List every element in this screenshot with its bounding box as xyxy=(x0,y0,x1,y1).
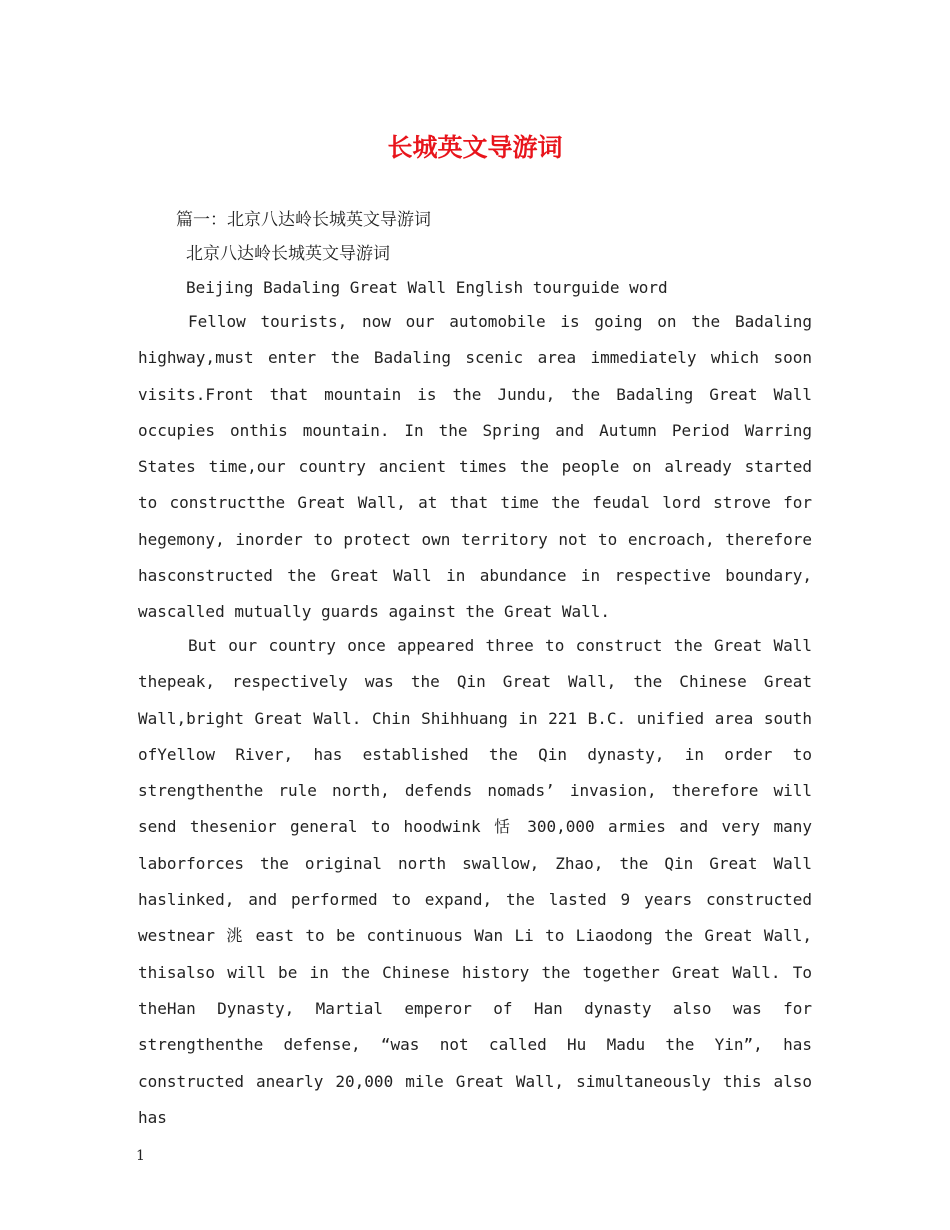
paragraph-2: But our country once appeared three to construct the Great Wall thepeak, respectively was the Qin Great Wall, the Chinese Great Wall,bright Great Wall. Chin Shihhuang in 221 B.C. unified area south ofYellow River, has established the Qin dynasty, in order to strengthenthe rule north, defends nomads’ invasion, therefore will send thesenior general to hoodwink 恬 300,000 armies and very many laborforces the original north swallow, Zhao, the Qin Great Wall haslinked, and performed to expand, the lasted 9 years constructed westnear 洮 east to be continuous Wan Li to Liaodong the Great Wall, thisalso will be in the Chinese history the together Great Wall. To theHan Dynasty, Martial emperor of Han dynasty also was for strengthenthe defense, “was not called Hu Madu the Yin”, has constructed anearly 20,000 mile Great Wall, simultaneously this also has xyxy=(138,636,812,1127)
section-heading: 篇一：北京八达岭长城英文导游词 xyxy=(176,210,431,230)
subtitle-chinese: 北京八达岭长城英文导游词 xyxy=(186,244,390,264)
paragraph-1: Fellow tourists, now our automobile is going on the Badaling highway,must enter the Badaling scenic area immediately which soon visits.Front that mountain is the Jundu, the Badaling Great Wall occupies onthis mountain. In the Spring and Autumn Period Warring States time,our country ancient times the people on already started to constructthe Great Wall, at that time the feudal lord strove for hegemony, inorder to protect own territory not to encroach, therefore hasconstructed the Great Wall in abundance in respective boundary, wascalled mutually guards against the Great Wall. xyxy=(138,312,812,622)
subtitle-english: Beijing Badaling Great Wall English tourguide word xyxy=(186,278,668,297)
document-title: 长城英文导游词 xyxy=(387,133,563,162)
page-number: 1 xyxy=(136,1148,145,1164)
